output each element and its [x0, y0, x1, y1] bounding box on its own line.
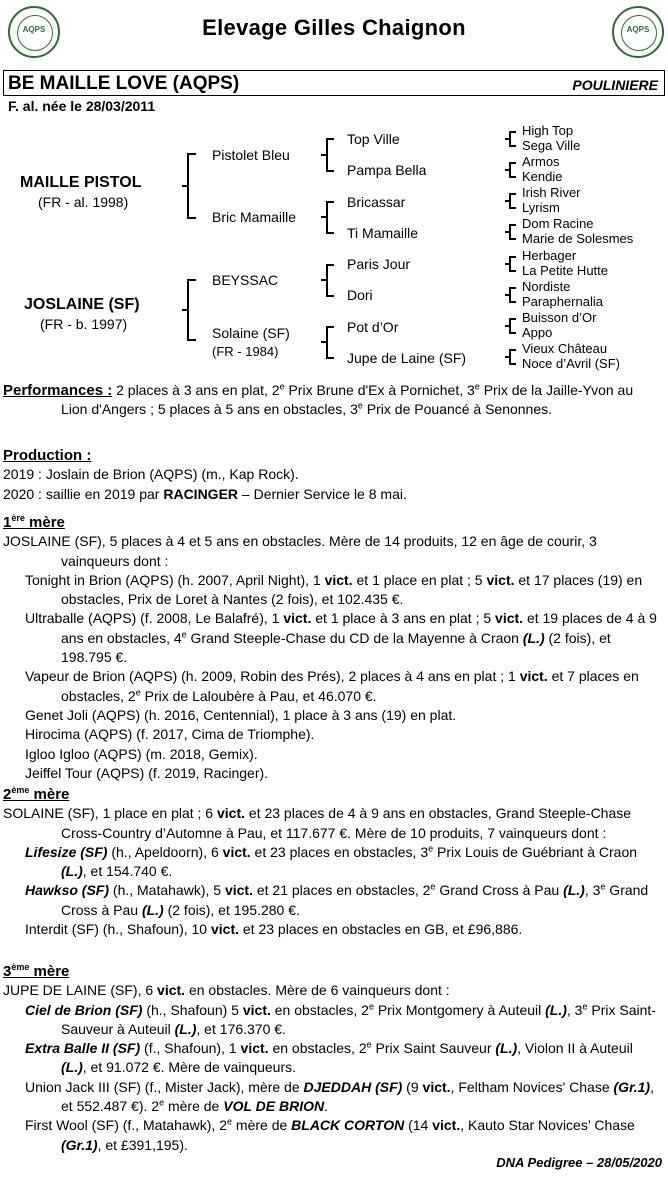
gen3-8: Jupe de Laine (SF): [347, 350, 467, 366]
sire-info: (FR - al. 1998): [38, 194, 129, 210]
gen4-13: Buisson d’Or: [522, 310, 597, 325]
first-dam-text: JOSLAINE (SF), 5 places à 4 et 5 ans en obstacles. Mère de 14 produits, 12 en âge de courir, 3 vainqueurs dont :: [3, 533, 597, 569]
gen3-2: Pampa Bella: [347, 162, 427, 178]
gen4-4: Kendie: [522, 169, 563, 184]
produce-item: First Wool (SF) (f., Matahawk), 2e mère de BLACK CORTON (14 vict., Kauto Star Novices’ Chase (Gr.1), et £391,195).: [25, 1116, 635, 1153]
third-dam-heading: 3ème mère: [3, 962, 70, 980]
gen4-1: High Top: [522, 123, 574, 138]
second-dam-section: [3, 785, 662, 939]
gen4-7: Dom Racine: [522, 216, 594, 231]
performances-heading: Performances :: [3, 382, 113, 399]
gen2-4-info: (FR - 1984): [212, 344, 279, 359]
gen3-1: Top Ville: [347, 131, 400, 147]
gen4-9: Herbager: [522, 248, 577, 263]
gen3-6: Dori: [347, 287, 373, 303]
aqps-logo-right: AQPS: [612, 6, 664, 58]
gen4-11: Nordiste: [522, 279, 571, 294]
produce-item: Union Jack III (SF) (f., Mister Jack), mère de DJEDDAH (SF) (9 vict., Feltham Novices' Chase (Gr.1), et 552.487 €). 2e mère de VOL DE BRION.: [25, 1078, 654, 1115]
dam-info: (FR - b. 1997): [40, 316, 128, 332]
produce-item: Ultraballe (AQPS) (f. 2008, Le Balafré), 1 vict. et 1 place à 3 ans en plat ; 5 vict. et 19 places de 4 à 9 ans en obstacles, 4e Grand Steeple-Chase du CD de la Mayenne à Craon (L.) (2 fois), et 198.795 €.: [25, 610, 657, 666]
horse-name: BE MAILLE LOVE (AQPS): [8, 73, 240, 94]
produce-item: Igloo Igloo (AQPS) (m. 2018, Gemix).: [25, 745, 258, 762]
gen3-5: Paris Jour: [347, 256, 411, 272]
produce-item: Interdit (SF) (h., Shafoun), 10 vict. et 23 places en obstacles en GB, et £96,886.: [25, 921, 523, 938]
production-line: 2019 : Joslain de Brion (AQPS) (m., Kap Rock).: [3, 466, 299, 483]
gen4-3: Armos: [522, 154, 560, 169]
gen4-15: Vieux Château: [522, 341, 608, 356]
gen4-2: Sega Ville: [522, 138, 581, 153]
third-dam-text: JUPE DE LAINE (SF), 6 vict. en obstacles. Mère de 6 vainqueurs dont :: [3, 982, 450, 999]
gen4-12: Paraphernalia: [522, 294, 603, 309]
produce-item: Ciel de Brion (SF) (h., Shafoun) 5 vict. en obstacles, 2e Prix Montgomery à Auteuil (L.), 3e Prix Saint-Sauveur à Auteuil (L.), et 176.370 €.: [25, 1000, 656, 1037]
gen3-4: Ti Mamaille: [347, 225, 419, 241]
production-section: [3, 446, 662, 504]
gen3-3: Bricassar: [347, 194, 406, 210]
dam-name: JOSLAINE (SF): [24, 296, 140, 313]
gen4-8: Marie de Solesmes: [522, 231, 634, 246]
third-dam-section: [3, 962, 662, 1155]
produce-item: Vapeur de Brion (AQPS) (h. 2009, Robin des Prés), 2 places à 4 ans en plat ; 1 vict. et 7 places en obstacles, 2e Prix de Laloubère à Pau, et 46.070 €.: [25, 668, 639, 704]
produce-item: Lifesize (SF) (h., Apeldoorn), 6 vict. et 23 places en obstacles, 3e Prix Louis de Guébriant à Craon (L.), et 154.740 €.: [25, 843, 638, 880]
footer-note: DNA Pedigree – 28/05/2020: [496, 1155, 662, 1170]
first-dam-heading: 1ère mère: [3, 513, 65, 531]
production-line: 2020 : saillie en 2019 par RACINGER – Dernier Service le 8 mai.: [3, 485, 407, 502]
produce-item: Extra Balle II (SF) (f., Shafoun), 1 vict. en obstacles, 2e Prix Saint Sauveur (L.), Violon II à Auteuil (L.), et 91.072 €. Mère de vainqueurs.: [25, 1039, 633, 1076]
page-title: Elevage Gilles Chaignon: [202, 15, 466, 40]
produce-item: Hawkso (SF) (h., Matahawk), 5 vict. et 21 places en obstacles, 2e Grand Cross à Pau (L.), 3e Grand Cross à Pau (L.) (2 fois), et 195.280 €.: [25, 881, 649, 918]
first-dam-section: [3, 513, 662, 783]
produce-item: Hirocima (AQPS) (f. 2017, Cima de Triomphe).: [25, 726, 315, 743]
performances-text: Performances : 2 places à 3 ans en plat, 2e Prix Brune d'Ex à Pornichet, 3e Prix de la Jaille-Yvon au Lion d'Angers ; 5 places à 5 ans en obstacles, 3e Prix de Pouancé à Senonnes.: [3, 381, 634, 418]
gen4-5: Irish River: [522, 185, 581, 200]
production-heading: Production :: [3, 447, 92, 464]
gen4-6: Lyrism: [522, 200, 560, 215]
second-dam-heading: 2ème mère: [3, 785, 70, 803]
produce-item: Genet Joli (AQPS) (h. 2016, Centennial), 1 place à 3 ans (19) en plat.: [25, 706, 457, 723]
gen2-1: Pistolet Bleu: [212, 147, 290, 163]
aqps-logo-left: AQPS: [8, 6, 60, 58]
gen3-7: Pot d’Or: [347, 319, 399, 335]
produce-item: Tonight in Brion (AQPS) (h. 2007, April Night), 1 vict. et 1 place en plat ; 5 vict. et 17 places (19) en obstacles, Prix de Loret à Nantes (2 fois), et 102.435 €.: [25, 571, 643, 608]
gen4-14: Appo: [522, 325, 553, 340]
gen2-3: BEYSSAC: [212, 272, 279, 288]
gen4-16: Noce d’Avril (SF): [522, 356, 621, 371]
horse-category: POULINIERE: [572, 77, 658, 93]
gen2-2: Bric Mamaille: [212, 209, 297, 225]
second-dam-text: SOLAINE (SF), 1 place en plat ; 6 vict. et 23 places de 4 à 9 ans en obstacles, Grand Steeple-Chase Cross-Country d’Automne à Pau, et 117.677 €. Mère de 10 produits, 7 vainqueurs dont :: [3, 805, 632, 841]
gen4-10: La Petite Hutte: [522, 263, 608, 278]
horse-birth: F. al. née le 28/03/2011: [8, 98, 156, 114]
produce-item: Jeiffel Tour (AQPS) (f. 2019, Racinger).: [25, 764, 269, 781]
sire-name: MAILLE PISTOL: [20, 174, 142, 191]
performances-section: [3, 381, 662, 420]
gen2-4: Solaine (SF): [212, 325, 290, 341]
